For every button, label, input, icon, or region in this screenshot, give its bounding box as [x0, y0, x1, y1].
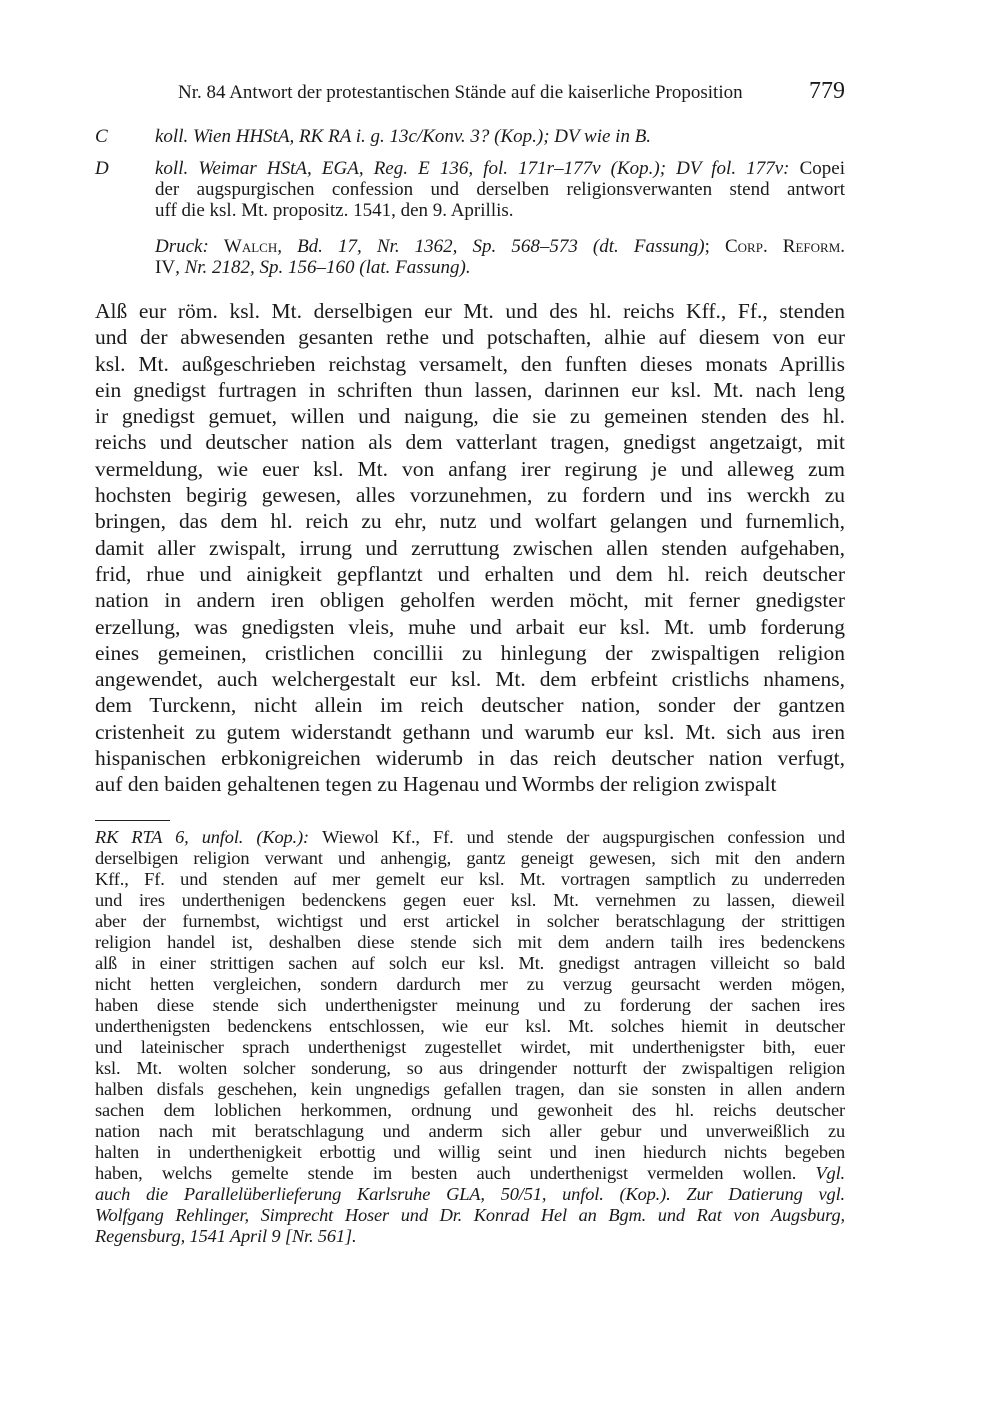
source-text: [155, 158, 845, 221]
text-line: [95, 995, 845, 1016]
source-entry-c: [95, 126, 845, 147]
text-segment: nation nach mit beratschlagung und anderm sich aller gebur und unverweißlich zu: [95, 1121, 845, 1141]
text-line: auf den baiden gehaltenen tegen zu Hagenau und Wormbs der religion zwispalt: [95, 772, 777, 797]
print-reference-text: [155, 236, 845, 278]
small-caps-segment: Corp. Reform.: [724, 236, 845, 257]
text-segment: ;: [704, 236, 725, 257]
source-label: C: [95, 126, 108, 147]
text-segment: und lateinischer sprach underthenigst zugestellet wirdet, mit underthenigster bith, euer: [95, 1037, 845, 1057]
text-line: ein gnedigst furtragen in schriften thun lassen, darinnen eur ksl. Mt. nach leng: [95, 377, 845, 402]
text-line: [155, 179, 845, 200]
text-segment: derselbigen religion verwant und anhengig, gantz geneigt gewesen, sich mit den andern: [95, 848, 845, 868]
text-line: hispanischen erbkonigreichen widerumb in das reich deutscher nation verfugt,: [95, 746, 845, 771]
text-line: eines gemeinen, cristlichen concillii zu hinlegung der zwispaltigen religion: [95, 640, 845, 665]
text-line: ksl. Mt. außgeschrieben reichstag versamelt, den funften dieses monats Aprillis: [95, 351, 845, 376]
italic-segment: RK RTA 6, unfol. (Kop.):: [95, 827, 323, 847]
text-line: [155, 126, 845, 147]
text-line: und der abwesenden gesanten rethe und potschaften, alhie auf diesem von eur: [95, 325, 845, 350]
text-line: ir gnedigst gemuet, willen und naigung, die sie zu gemeinen stenden des hl.: [95, 404, 845, 429]
italic-segment: Wolfgang Rehlinger, Simprecht Hoser und Dr. Konrad Hel an Bgm. und Rat von Augsburg,: [95, 1205, 845, 1225]
text-segment: uff die ksl. Mt. propositz. 1541, den 9. Aprillis.: [155, 200, 514, 221]
text-line: [155, 200, 845, 221]
italic-segment: Regensburg, 1541 April 9 [Nr. 561].: [95, 1226, 357, 1246]
text-segment: halben disfals geschehen, kein ungnedigs gefallen tragen, dan sie sonsten in allen andern: [95, 1079, 845, 1099]
source-label: D: [95, 158, 109, 179]
text-line: [95, 974, 845, 995]
text-line: [155, 257, 845, 278]
text-segment: ksl. Mt. wolten solcher sonderung, so aus dringender notturft der zwispaltigen religion: [95, 1058, 845, 1078]
text-segment: Kff., Ff. und stenden auf mer gemelt eur ksl. Mt. vortragen samptlich zu underreden: [95, 869, 845, 889]
text-segment: religion handel ist, deshalben diese stende sich mit dem andern tailh ires bedenckens: [95, 932, 845, 952]
text-line: hochsten begirig gewesen, alles vorzunehmen, zu fordern und ins werckh zu: [95, 483, 845, 508]
main-text: [95, 298, 845, 798]
italic-segment: Druck:: [155, 236, 224, 257]
text-segment: underthenigsten bedenckens entschlossen, wie eur ksl. Mt. solches hiemit in deutscher: [95, 1016, 845, 1036]
text-segment: aber der furnembst, wichtigst und erst artickel in solcher beratschlagung der strittigen: [95, 911, 845, 931]
text-segment: Copei: [799, 158, 845, 179]
text-segment: nicht hetten vergleichen, sondern dardurch mer zu verzug geursacht werden mögen,: [95, 974, 845, 994]
text-line: [155, 158, 845, 179]
italic-segment: koll. Wien HHStA, RK RA i. g. 13c/Konv. 3? (Kop.); DV wie in B.: [155, 126, 652, 147]
text-line: [95, 848, 845, 869]
small-caps-segment: Walch: [223, 236, 278, 257]
print-reference: [95, 236, 845, 278]
text-line: dem Turckenn, nicht allein im reich deutscher nation, sonder der gantzen: [95, 693, 845, 718]
text-segment: sachen dem loblichen herkommen, ordnung und gewonheit des hl. reichs deutscher: [95, 1100, 845, 1120]
text-line: angewendet, auch welchergestalt eur ksl. Mt. dem erbfeint cristlichs nhamens,: [95, 667, 845, 692]
text-line: bringen, das dem hl. reich zu ehr, nutz und wolfart gelangen und furnemlich,: [95, 509, 845, 534]
text-line: [95, 1184, 845, 1205]
italic-segment: koll. Weimar HStA, EGA, Reg. E 136, fol. 171r–177v (Kop.); DV fol. 177v:: [155, 158, 800, 179]
text-segment: halten in underthenigkeit erbottig und willig seint und inen hiedurch nichts begeben: [95, 1142, 845, 1162]
text-line: reichs und deutscher nation als dem vatterlant tragen, gnedigst angetzaigt, mit: [95, 430, 845, 455]
text-line: [95, 932, 845, 953]
text-line: [95, 890, 845, 911]
text-line: [95, 953, 845, 974]
text-line: [95, 1100, 845, 1121]
text-segment: alß in einer strittigen sachen auf solch eur ksl. Mt. gnedigst antragen villeicht so bald: [95, 953, 845, 973]
text-line: erzellung, was gnedigsten vleis, muhe und arbait eur ksl. Mt. umb forderung: [95, 614, 845, 639]
text-line: [95, 1163, 845, 1184]
italic-segment: auch die Parallelüberlieferung Karlsruhe GLA, 50/51, unfol. (Kop.). Zur Datierung vgl.: [95, 1184, 845, 1204]
text-line: frid, rhue und ainigkeit gepflantzt und erhalten und dem hl. reich deutscher: [95, 561, 845, 586]
footnote-rule: [95, 820, 170, 821]
text-line: [95, 1121, 845, 1142]
text-line: vermeldung, wie euer ksl. Mt. von anfang irer regirung je und alleweg zum: [95, 456, 845, 481]
text-line: [95, 827, 845, 848]
text-segment: IV: [155, 257, 176, 278]
text-segment: haben diese stende sich underthenigster meinung und zu forderung der sachen ires: [95, 995, 845, 1015]
text-line: [95, 1205, 845, 1226]
text-line: [95, 1058, 845, 1079]
text-line: [95, 1142, 845, 1163]
text-line: [95, 1016, 845, 1037]
page-number: 779: [809, 78, 845, 104]
text-segment: haben, welchs gemelte stende im besten auch underthenigst vermelden wollen.: [95, 1163, 816, 1183]
italic-segment: , Bd. 17, Nr. 1362, Sp. 568–573 (dt. Fassung): [277, 236, 705, 257]
text-line: [95, 911, 845, 932]
text-line: [155, 236, 845, 257]
text-segment: Wiewol Kf., Ff. und stende der augspurgischen confession und: [322, 827, 845, 847]
text-line: Alß eur röm. ksl. Mt. derselbigen eur Mt. und des hl. reichs Kff., Ff., stenden: [95, 299, 845, 323]
text-line: [95, 1226, 845, 1247]
text-line: [95, 869, 845, 890]
text-line: damit aller zwispalt, irrung und zerruttung zwischen allen stenden aufgehaben,: [95, 535, 845, 560]
text-line: [95, 1079, 845, 1100]
text-segment: und ires underthenigen bedenckens gegen euer ksl. Mt. vernehmen zu lassen, dieweil: [95, 890, 845, 910]
footnote: [95, 827, 845, 1247]
header-title: Nr. 84 Antwort der protestantischen Stände auf die kaiserliche Proposition: [178, 82, 743, 103]
italic-segment: Vgl.: [815, 1163, 845, 1183]
text-segment: der augspurgischen confession und derselben religionsverwanten stend antwort: [155, 179, 845, 200]
source-entry-d: [95, 158, 845, 221]
italic-segment: , Nr. 2182, Sp. 156–160 (lat. Fassung).: [175, 257, 471, 278]
source-text: [155, 126, 845, 147]
text-line: nation in andern iren obligen geholfen werden möcht, mit ferner gnedigster: [95, 588, 845, 613]
text-line: [95, 1037, 845, 1058]
text-line: cristenheit zu gutem widerstandt gethann und warumb eur ksl. Mt. sich aus iren: [95, 719, 845, 744]
running-header: [95, 80, 845, 106]
